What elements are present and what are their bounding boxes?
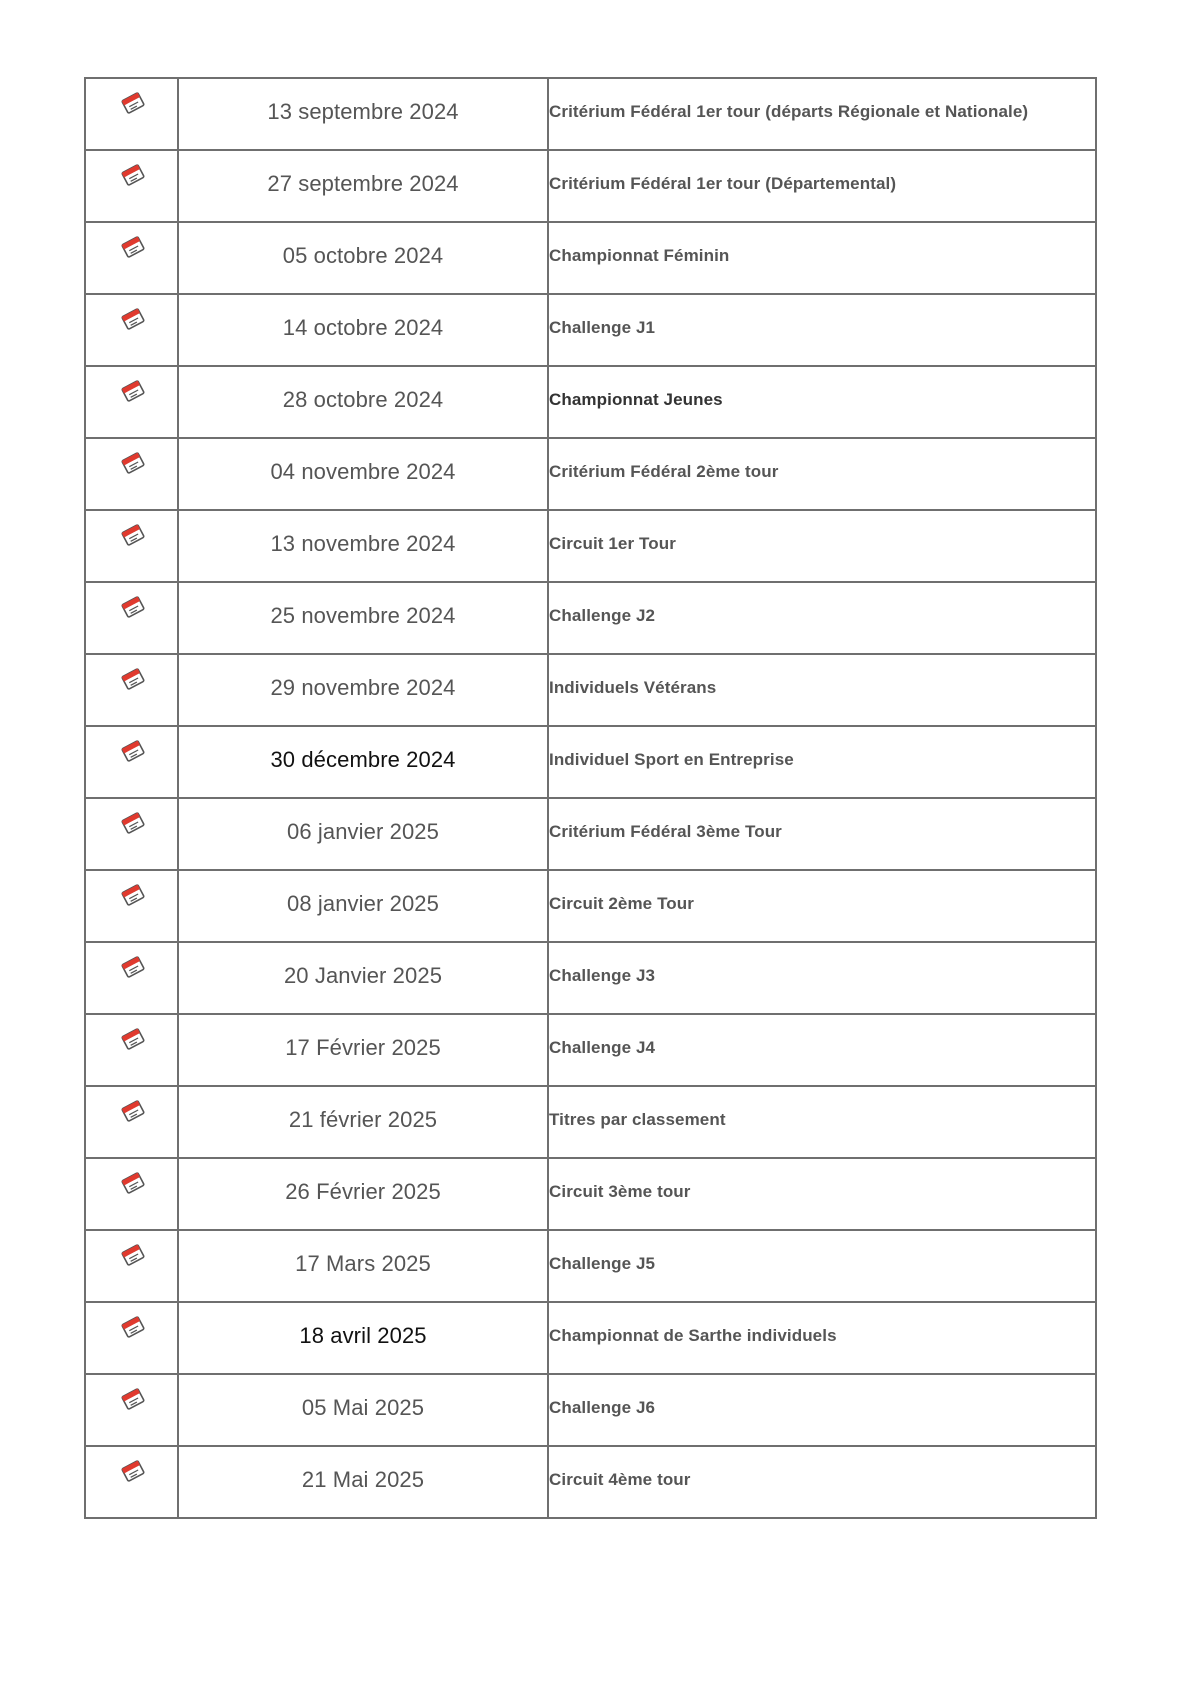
date-cell [178,1014,548,1086]
event-name: Critérium Fédéral 2ème tour [549,462,779,481]
calendar-icon [120,380,146,402]
date-cell [178,366,548,438]
icon-cell [85,654,178,726]
icon-cell [85,942,178,1014]
icon-cell [85,1230,178,1302]
icon-cell [85,1446,178,1518]
event-cell [548,1014,1096,1086]
event-cell [548,1446,1096,1518]
event-cell [548,510,1096,582]
event-cell [548,366,1096,438]
date-cell [178,150,548,222]
calendar-table [84,77,1097,1519]
icon-cell [85,1014,178,1086]
event-cell [548,1086,1096,1158]
icon-cell [85,294,178,366]
event-date: 13 novembre 2024 [270,531,456,556]
event-date: 21 Mai 2025 [301,1467,425,1492]
icon-cell [85,582,178,654]
event-name: Challenge J1 [549,318,656,337]
table-row [85,582,1096,654]
calendar-icon [120,812,146,834]
date-cell [178,870,548,942]
calendar-icon [120,524,146,546]
event-cell [548,294,1096,366]
table-row [85,150,1096,222]
event-name: Challenge J6 [549,1398,656,1417]
icon-cell [85,798,178,870]
calendar-icon [120,1388,146,1410]
event-name: Individuels Vétérans [549,678,717,697]
event-date: 04 novembre 2024 [270,459,456,484]
date-cell [178,1374,548,1446]
event-cell [548,438,1096,510]
event-name: Challenge J2 [549,606,656,625]
event-date: 30 décembre 2024 [270,747,456,772]
event-name: Circuit 3ème tour [549,1182,691,1201]
event-date: 20 Janvier 2025 [283,963,443,988]
date-cell [178,942,548,1014]
date-cell [178,1086,548,1158]
icon-cell [85,1302,178,1374]
calendar-icon [120,740,146,762]
date-cell [178,438,548,510]
event-date: 06 janvier 2025 [287,819,439,844]
icon-cell [85,222,178,294]
event-name: Circuit 1er Tour [549,534,676,553]
icon-cell [85,366,178,438]
table-row [85,1086,1096,1158]
calendar-icon [120,1100,146,1122]
calendar-icon [120,1244,146,1266]
date-cell [178,1302,548,1374]
date-cell [178,294,548,366]
event-cell [548,798,1096,870]
calendar-icon [120,236,146,258]
date-cell [178,654,548,726]
calendar-icon [120,164,146,186]
event-date: 18 avril 2025 [299,1323,427,1348]
event-name: Individuel Sport en Entreprise [549,750,794,769]
event-name: Challenge J3 [549,966,656,985]
calendar-icon [120,1028,146,1050]
event-name: Circuit 2ème Tour [549,894,694,913]
icon-cell [85,510,178,582]
table-row [85,438,1096,510]
event-name: Championnat Féminin [549,246,730,265]
event-date: 28 octobre 2024 [282,387,444,412]
date-cell [178,726,548,798]
event-cell [548,1374,1096,1446]
event-cell [548,1230,1096,1302]
date-cell [178,78,548,150]
event-name: Critérium Fédéral 3ème Tour [549,822,782,841]
icon-cell [85,1086,178,1158]
event-date: 25 novembre 2024 [270,603,456,628]
table-row [85,942,1096,1014]
calendar-icon [120,884,146,906]
event-name: Circuit 4ème tour [549,1470,691,1489]
table-row [85,78,1096,150]
event-date: 26 Février 2025 [285,1179,441,1204]
event-name: Challenge J5 [549,1254,656,1273]
table-row [85,870,1096,942]
event-date: 14 octobre 2024 [282,315,444,340]
event-name: Championnat Jeunes [549,390,723,409]
table-row [85,1230,1096,1302]
date-cell [178,510,548,582]
calendar-icon [120,596,146,618]
event-name: Championnat de Sarthe individuels [549,1326,837,1345]
event-date: 17 Février 2025 [285,1035,441,1060]
event-cell [548,582,1096,654]
event-name: Critérium Fédéral 1er tour (départs Régionale et Nationale) [549,102,1029,121]
icon-cell [85,1158,178,1230]
icon-cell [85,150,178,222]
table-row [85,726,1096,798]
date-cell [178,798,548,870]
event-cell [548,870,1096,942]
table-row [85,1014,1096,1086]
event-cell [548,1158,1096,1230]
event-cell [548,222,1096,294]
event-date: 29 novembre 2024 [270,675,456,700]
date-cell [178,222,548,294]
event-cell [548,726,1096,798]
event-date: 08 janvier 2025 [287,891,439,916]
date-cell [178,582,548,654]
table-row [85,654,1096,726]
calendar-body [85,78,1096,1518]
table-row [85,798,1096,870]
calendar-icon [120,1172,146,1194]
event-cell [548,942,1096,1014]
icon-cell [85,726,178,798]
event-date: 21 février 2025 [288,1107,438,1132]
table-row [85,294,1096,366]
icon-cell [85,78,178,150]
calendar-icon [120,92,146,114]
calendar-icon [120,956,146,978]
calendar-icon [120,1460,146,1482]
date-cell [178,1446,548,1518]
date-cell [178,1158,548,1230]
icon-cell [85,1374,178,1446]
calendar-icon [120,1316,146,1338]
event-name: Titres par classement [549,1110,726,1129]
icon-cell [85,870,178,942]
table-row [85,366,1096,438]
calendar-icon [120,452,146,474]
table-row [85,1302,1096,1374]
calendar-icon [120,308,146,330]
table-row [85,510,1096,582]
table-row [85,1446,1096,1518]
calendar-icon [120,668,146,690]
date-cell [178,1230,548,1302]
event-name: Challenge J4 [549,1038,656,1057]
table-row [85,222,1096,294]
event-name: Critérium Fédéral 1er tour (Départemental) [549,174,897,193]
event-date: 05 Mai 2025 [301,1395,425,1420]
event-date: 13 septembre 2024 [267,99,459,124]
event-cell [548,78,1096,150]
table-row [85,1374,1096,1446]
event-date: 05 octobre 2024 [282,243,444,268]
icon-cell [85,438,178,510]
table-row [85,1158,1096,1230]
event-date: 17 Mars 2025 [295,1251,431,1276]
event-date: 27 septembre 2024 [267,171,459,196]
event-cell [548,150,1096,222]
event-cell [548,1302,1096,1374]
event-cell [548,654,1096,726]
